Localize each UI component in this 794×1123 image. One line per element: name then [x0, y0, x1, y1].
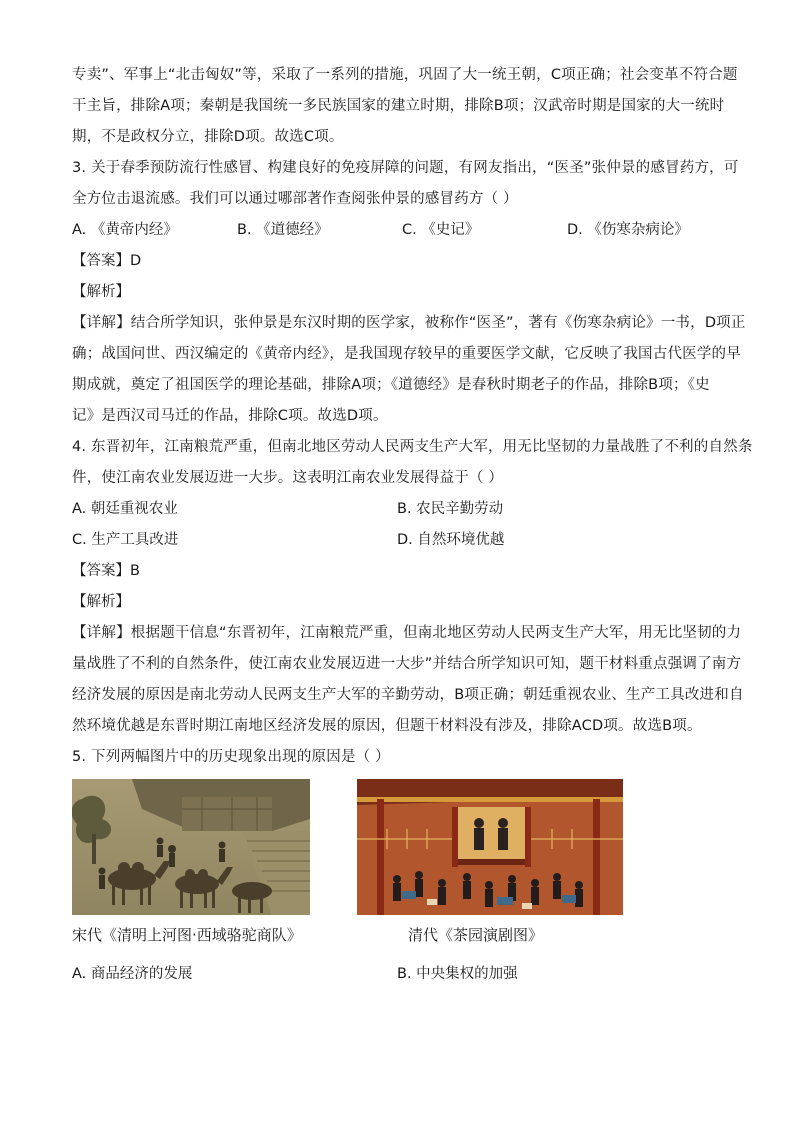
question-4-stem: 4. 东晋初年，江南粮荒严重，但南北地区劳动人民两支生产大军，用无比坚韧的力量战胜了不利的自然条 — [72, 439, 753, 455]
detail-line: 经济发展的原因是南北劳动人民两支生产大军的辛勤劳动，B项正确；朝廷重视农业、生产工具改进和自 — [72, 687, 744, 703]
tea-garden-opera-painting — [357, 779, 623, 915]
answer-row — [72, 556, 732, 587]
detail-line: 【详解】结合所学知识，张仲景是东汉时期的医学家，被称作“医圣”，著有《伤寒杂病论》一书，D项正 — [72, 315, 746, 331]
answer-label: 【答案】 — [72, 563, 130, 579]
question-4-stem: 件，使江南农业发展迈进一大步。这表明江南农业发展得益于（ ） — [72, 470, 504, 486]
question-5-options — [72, 959, 732, 990]
option-a: A. 商品经济的发展 — [72, 966, 193, 982]
detail-line: 量战胜了不利的自然条件，使江南农业发展迈进一大步”并结合所学知识可知，题干材料重点强调了南方 — [72, 656, 742, 672]
figure-caption-left: 宋代《清明上河图·西域骆驼商队》 — [72, 926, 302, 944]
camel-caravan-painting — [72, 779, 310, 915]
detail-line: 期成就，奠定了祖国医学的理论基础，排除A项；《道德经》是春秋时期老子的作品，排除B项；《史 — [72, 377, 710, 393]
question-3-stem: 3. 关于春季预防流行性感冒、构建良好的免疫屏障的问题，有网友指出，“医圣”张仲景的感冒药方，可 — [72, 160, 739, 176]
analysis-label: 【解析】 — [72, 594, 130, 610]
answer-value: D — [130, 253, 142, 269]
question-3-stem: 全方位击退流感。我们可以通过哪部著作查阅张仲景的感冒药方（ ） — [72, 191, 518, 207]
detail-line: 然环境优越是东晋时期江南地区经济发展的原因，但题干材料没有涉及，排除ACD项。故选B项。 — [72, 718, 702, 734]
option-c: C. 生产工具改进 — [72, 532, 179, 548]
option-d: D. 自然环境优越 — [397, 532, 505, 548]
option-c: C. 《史记》 — [402, 222, 480, 238]
option-b: B. 《道德经》 — [237, 222, 329, 238]
question-4-options-row1 — [72, 494, 732, 525]
question-3-options — [72, 215, 732, 246]
detail-line: 记》是西汉司马迁的作品，排除C项。故选D项。 — [72, 408, 388, 424]
text-line: 专卖”、军事上“北击匈奴”等，采取了一系列的措施，巩固了大一统王朝，C项正确；社会变革不符合题 — [72, 67, 738, 83]
answer-label: 【答案】 — [72, 253, 130, 269]
analysis-label: 【解析】 — [72, 284, 130, 300]
figure-caption-right: 清代《茶园演剧图》 — [408, 926, 544, 944]
option-a: A. 朝廷重视农业 — [72, 501, 178, 517]
text-line: 期，不是政权分立，排除D项。故选C项。 — [72, 129, 344, 145]
detail-line: 确；战国问世、西汉编定的《黄帝内经》，是我国现存较早的重要医学文献，它反映了我国古代医学的早 — [72, 346, 741, 362]
option-b: B. 中央集权的加强 — [397, 966, 518, 982]
detail-line: 【详解】根据题干信息“东晋初年，江南粮荒严重，但南北地区劳动人民两支生产大军，用无比坚韧的力 — [72, 625, 742, 641]
figure-pair — [72, 779, 732, 959]
answer-row — [72, 246, 732, 277]
question-4-options-row2 — [72, 525, 732, 556]
question-5-stem: 5. 下列两幅图片中的历史现象出现的原因是（ ） — [72, 749, 390, 765]
document-page — [72, 60, 753, 990]
answer-value: B — [130, 563, 140, 579]
option-d: D. 《伤寒杂病论》 — [567, 222, 689, 238]
text-line: 干主旨，排除A项；秦朝是我国统一多民族国家的建立时期，排除B项；汉武帝时期是国家的大一统时 — [72, 98, 725, 114]
option-a: A. 《黄帝内经》 — [72, 222, 178, 238]
option-b: B. 农民辛勤劳动 — [397, 501, 504, 517]
